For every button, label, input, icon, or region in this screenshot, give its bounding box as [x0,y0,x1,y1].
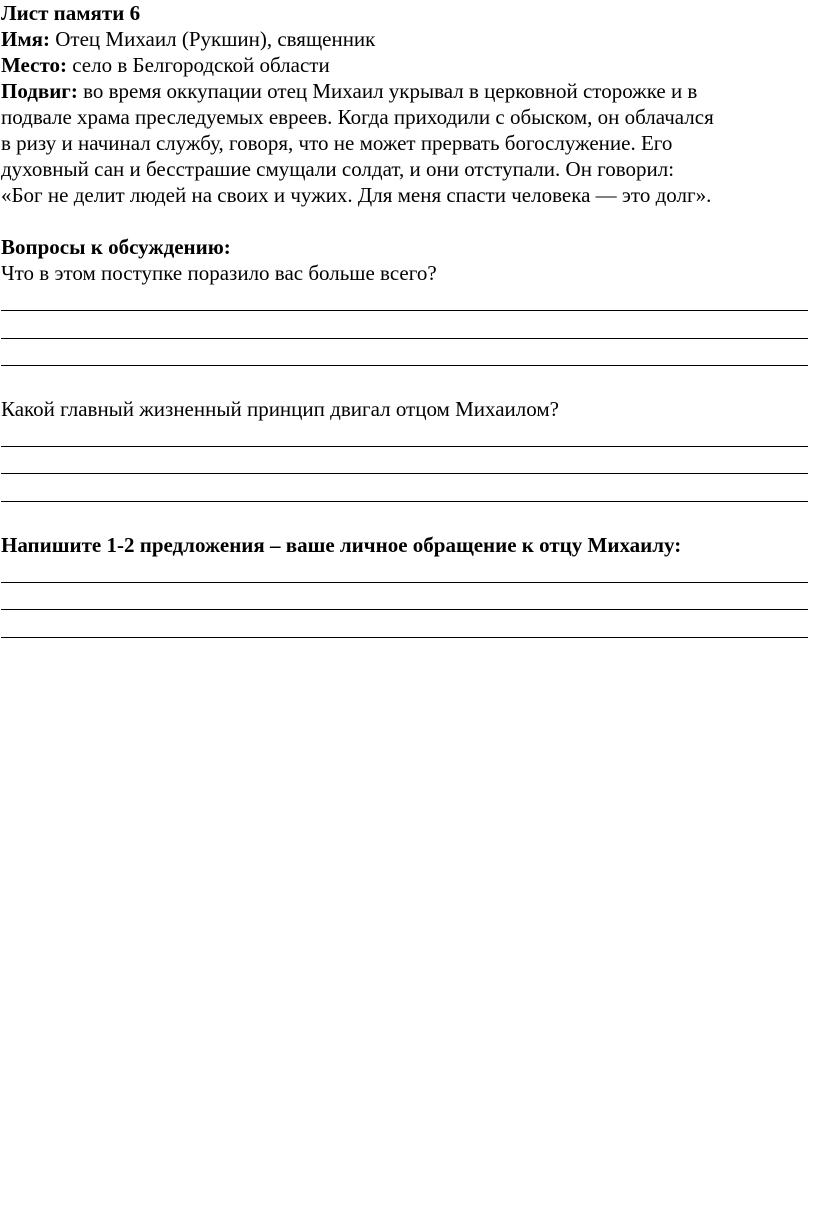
answer-area-1[interactable] [1,284,815,366]
answer-line[interactable] [1,420,808,447]
answer-line[interactable] [1,339,808,366]
answer-line[interactable] [1,610,808,637]
place-label: Место: [1,53,67,77]
deed-line: «Бог не делит людей на своих и чужих. Для меня спасти человека — это долг». [1,183,712,207]
deed-line: в ризу и начинал службу, говоря, что не может прервать богослужение. Его [1,131,673,155]
question-2: Какой главный жизненный принцип двигал отцом Михаилом? [1,396,559,421]
answer-line[interactable] [1,556,808,583]
deed-paragraph [1,78,815,208]
answer-line[interactable] [1,284,808,311]
deed-line: Подвиг: во время оккупации отец Михаил укрывал в церковной сторожке и в [1,79,698,103]
deed-line: подвале храма преследуемых евреев. Когда приходили с обыском, он облачался [1,105,714,129]
name-value: Отец Михаил (Рукшин), священник [55,27,376,51]
deed-line: духовный сан и бесстрашие смущали солдат, и они отступали. Он говорил: [1,157,675,181]
question-1: Что в этом поступке поразило вас больше всего? [1,261,437,285]
sheet-title: Лист памяти 6 [1,1,141,25]
memory-sheet [1,0,815,638]
answer-area-3[interactable] [1,556,815,638]
answer-line[interactable] [1,447,808,474]
spacer [1,208,815,234]
name-row [1,26,815,52]
spacer [1,366,815,396]
answer-line[interactable] [1,474,808,501]
place-row [1,52,815,78]
place-value: село в Белгородской области [72,53,330,77]
answer-area-2[interactable] [1,420,815,502]
deed-label: Подвиг: [1,79,78,103]
spacer [1,502,815,532]
answer-line[interactable] [1,311,808,338]
discussion-title: Вопросы к обсуждению: [1,235,231,259]
answer-line[interactable] [1,583,808,610]
name-label: Имя: [1,27,50,51]
question-3: Напишите 1-2 предложения – ваше личное обращение к отцу Михаилу: [1,532,682,557]
